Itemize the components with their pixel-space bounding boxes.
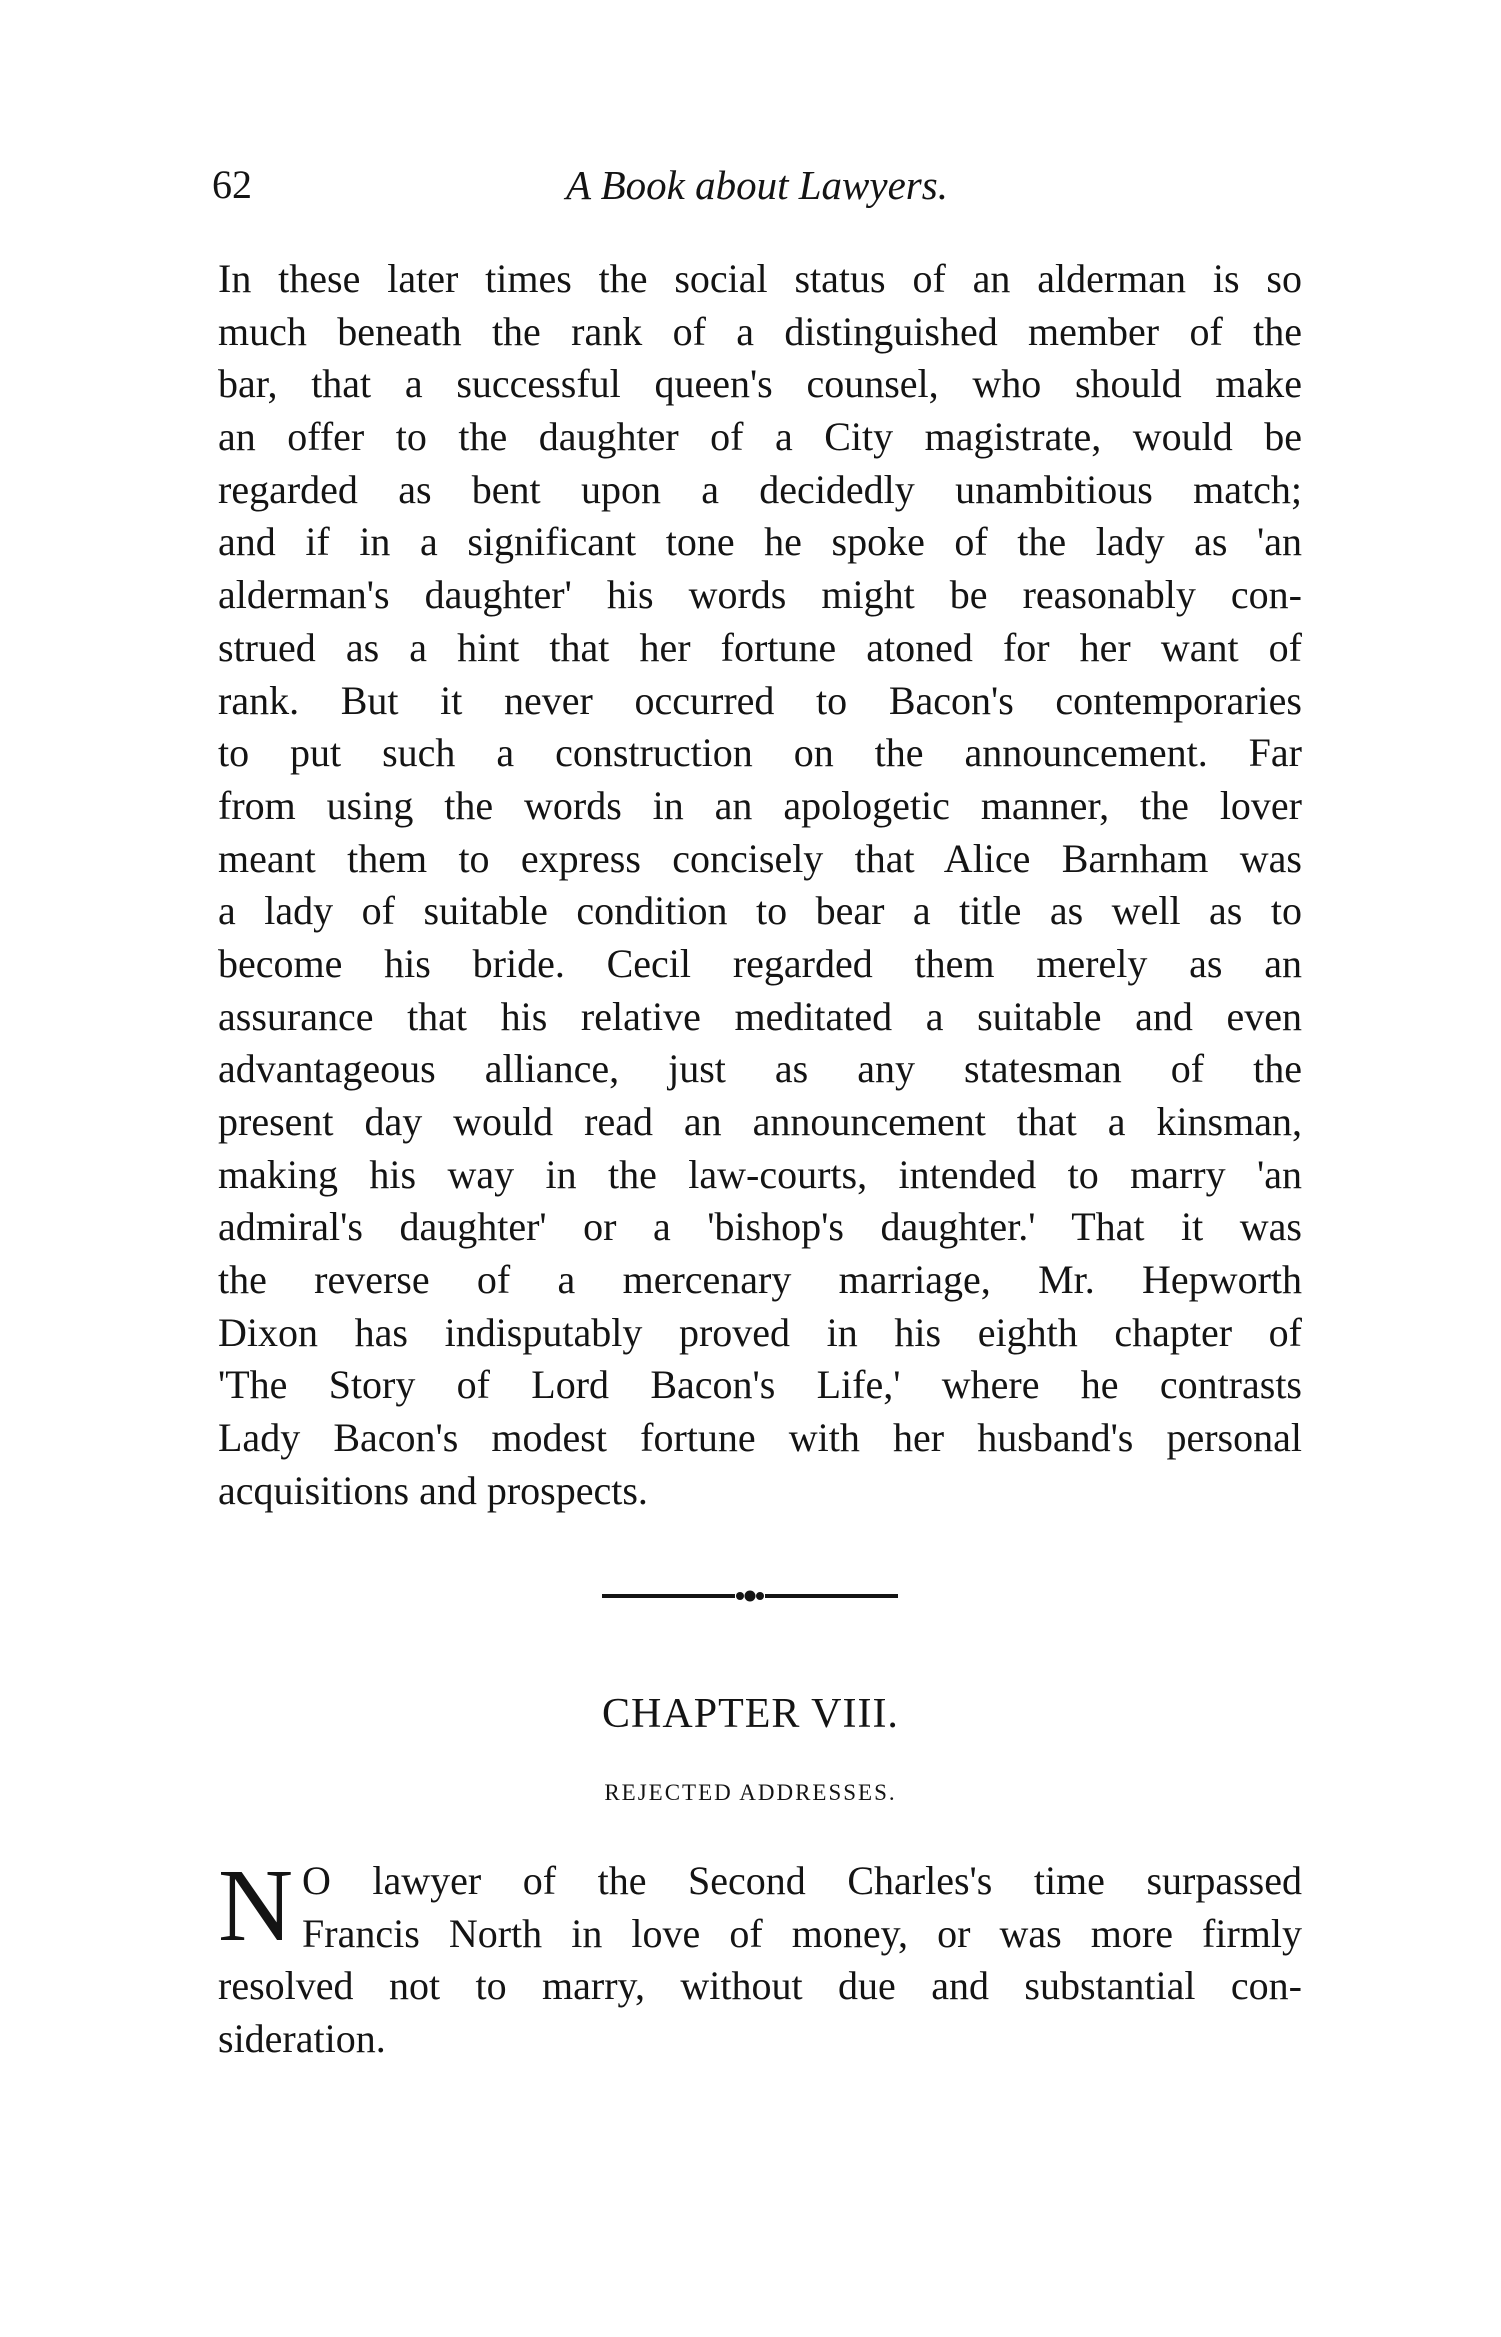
text-line: to put such a construction on the announcement. Far [218, 730, 1302, 776]
text-line: meant them to express concisely that Alice Barnham was [218, 835, 1302, 881]
text-line: Francis North in love of money, or was more firmly [302, 1910, 1302, 1956]
text-line: making his way in the law-courts, intended to marry 'an [218, 1151, 1302, 1197]
text-line: O lawyer of the Second Charles's time surpassed [302, 1858, 1302, 1903]
drop-cap: N [218, 1848, 294, 1963]
text-line: assurance that his relative meditated a suitable and even [218, 993, 1302, 1039]
text-line: much beneath the rank of a distinguished member of the [218, 308, 1302, 354]
text-line: present day would read an announcement that a kinsman, [218, 1099, 1302, 1144]
text-line: the reverse of a mercenary marriage, Mr. Hepworth [218, 1257, 1302, 1303]
text-line: a lady of suitable condition to bear a title as well as to [218, 888, 1302, 934]
page-number: 62 [212, 162, 252, 207]
text-line: advantageous alliance, just as any statesman of the [218, 1046, 1302, 1092]
text-line: Lady Bacon's modest fortune with her husband's personal [218, 1415, 1302, 1461]
text-line: become his bride. Cecil regarded them merely as an [218, 940, 1302, 986]
text-line: from using the words in an apologetic manner, the lover [218, 782, 1302, 828]
text-line: strued as a hint that her fortune atoned for her want of [218, 624, 1302, 670]
text-line: bar, that a successful queen's counsel, who should make [218, 361, 1302, 407]
text-line: 'The Story of Lord Bacon's Life,' where he contrasts [218, 1362, 1302, 1408]
text-line: and if in a significant tone he spoke of the lady as 'an [218, 519, 1302, 565]
rule-ornament-icon [600, 1588, 900, 1604]
text-line: regarded as bent upon a decidedly unambitious match; [218, 466, 1302, 512]
text-line: resolved not to marry, without due and substantial con- [218, 1963, 1302, 2009]
text-line: acquisitions and prospects. [218, 1467, 648, 1513]
chapter-subtitle: REJECTED ADDRESSES. [604, 1780, 897, 1805]
text-line: sideration. [218, 2016, 386, 2062]
section-divider-ornament [600, 1588, 900, 1604]
text-line: rank. But it never occurred to Bacon's contemporaries [218, 677, 1302, 723]
text-line: an offer to the daughter of a City magistrate, would be [218, 414, 1302, 460]
text-line: In these later times the social status of an alderman is so [218, 256, 1302, 301]
text-line: admiral's daughter' or a 'bishop's daughter.' That it was [218, 1204, 1302, 1250]
text-line: alderman's daughter' his words might be reasonably con- [218, 572, 1302, 618]
chapter-opening-paragraph [218, 1848, 1302, 2066]
running-title: A Book about Lawyers. [566, 162, 948, 208]
page-header [212, 155, 1302, 215]
chapter-title: CHAPTER VIII. [602, 1691, 899, 1737]
body-paragraph [218, 253, 1302, 1518]
text-line: Dixon has indisputably proved in his eighth chapter of [218, 1309, 1302, 1355]
